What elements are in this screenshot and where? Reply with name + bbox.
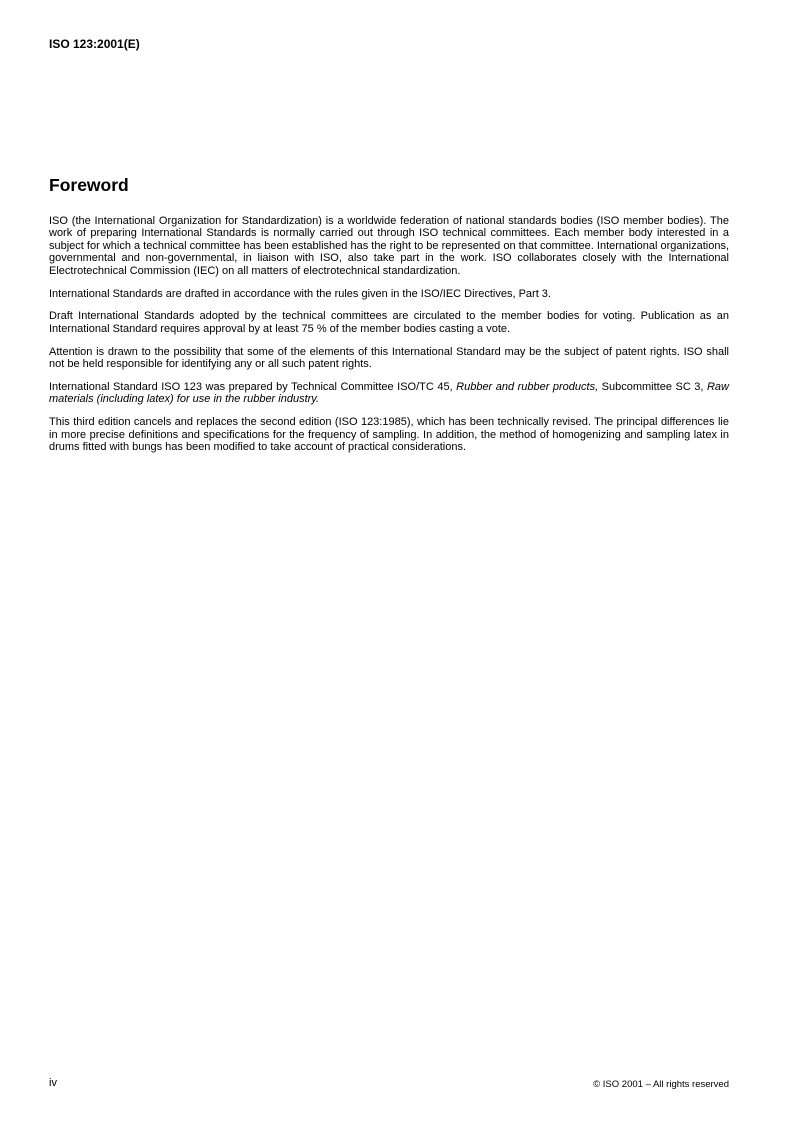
document-identifier: ISO 123:2001(E) [49, 37, 140, 51]
prepared-by-text: International Standard ISO 123 was prepared by Technical Committee ISO/TC 45, [49, 381, 457, 394]
page-number: iv [49, 1077, 57, 1089]
paragraph-directives: International Standards are drafted in accordance with the rules given in the ISO/IEC Directives, Part 3. [49, 287, 551, 300]
paragraph-prepared-by [49, 381, 729, 406]
copyright-notice: © ISO 2001 – All rights reserved [593, 1079, 729, 1090]
subcommittee-text: Subcommittee SC 3, [598, 381, 707, 394]
section-title: Foreword [49, 175, 129, 195]
subcommittee-title: Raw materials (including latex) for use in the rubber industry. [49, 381, 729, 406]
paragraph-edition-notes: This third edition cancels and replaces the second edition (ISO 123:1985), which has been technically revised. The principal differences lie in more precise definitions and specifications for the frequency of sampling. In addition, the method of homogenizing and sampling latex in drums fitted with bungs has been modified to take account of practical considerations. [49, 416, 729, 454]
paragraph-iso-overview: ISO (the International Organization for Standardization) is a worldwide federation of national standards bodies (ISO member bodies). The work of preparing International Standards is normally carried out through ISO technical committees. Each member body interested in a subject for which a technical committee has been established has the right to be represented on that committee. International organizations, governmental and non-governmental, in liaison with ISO, also take part in the work. ISO collaborates closely with the International Electrotechnical Commission (IEC) on all matters of electrotechnical standardization. [49, 215, 729, 277]
committee-title: Rubber and rubber products, [456, 381, 599, 394]
paragraph-voting: Draft International Standards adopted by the technical committees are circulated to the member bodies for voting. Publication as an International Standard requires approval by at least 75 % of the member bodies casting a vote. [49, 310, 729, 335]
foreword-body [49, 215, 729, 464]
paragraph-patent-rights: Attention is drawn to the possibility that some of the elements of this International Standard may be the subject of patent rights. ISO shall not be held responsible for identifying any or all such patent rights. [49, 345, 729, 371]
